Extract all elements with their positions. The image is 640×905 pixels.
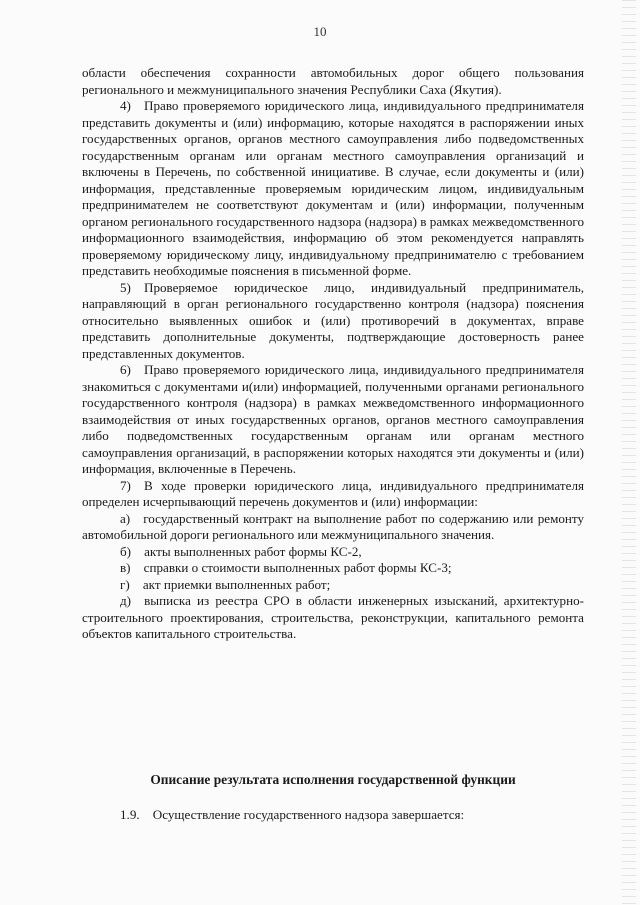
list-item-b: б) акты выполненных работ формы КС-2, (120, 543, 362, 559)
list-item-a: а) государственный контракт на выполнение работ по содержанию или ремонту автомобильной дороги регионального или межмуниципального значения. (82, 510, 584, 542)
paragraph-7: 7) В ходе проверки юридического лица, индивидуального предпринимателя определен исчерпывающий перечень документов и (или) информации: (82, 477, 584, 509)
list-item-g: г) акт приемки выполненных работ; (120, 576, 331, 592)
page-number: 10 (313, 24, 327, 39)
list-item-v: в) справки о стоимости выполненных работ формы КС-3; (120, 560, 452, 575)
paragraph-6: 6) Право проверяемого юридического лица, индивидуального предпринимателя знакомиться с документами и(или) информацией, полученными органами регионального государственного контроля (надзора) в рамках межведомственного информационного взаимодействия от иных государственных органов, органов местного самоуправления либо подведомственных государственным органам или органам местного самоуправления организаций, в распоряжении которых находятся эти документы и (или) информация, включенные в Перечень. (82, 362, 584, 476)
section-heading: Описание результата исполнения государственной функции (150, 772, 516, 787)
section-1-9-line: 1.9. Осуществление государственного надзора завершается: (120, 807, 465, 822)
list-item-d: д) выписка из реестра СРО в области инженерных изысканий, архитектурно-строительного проектирования, строительства, реконструкции, капитального ремонта объектов капитального строительства. (82, 593, 584, 641)
scan-edge-artifact (622, 0, 636, 905)
paragraph-4: 4) Право проверяемого юридического лица, индивидуального предпринимателя представить документы и (или) информацию, которые находятся в распоряжении иных государственных органов, органов местного самоуправления либо подведомственных государственным органам или органам местного самоуправления организаций и включены в Перечень, по собственной инициативе. В случае, если документы и (или) информация, представленные проверяемым юридическим лицом, индивидуальным предпринимателем не соответствуют документам и (или) информации, полученным органом регионального государственного надзора (надзора) в рамках межведомственного информационного взаимодействия, информацию об этом рекомендуется направлять проверяемому юридическому лицу, индивидуальному предпринимателю с требованием представить необходимые пояснения в письменной форме. (82, 98, 584, 278)
paragraph-intro: области обеспечения сохранности автомобильных дорог общего пользования регионального и межмуниципального значения Республики Саха (Якутия). (82, 65, 584, 97)
paragraph-5: 5) Проверяемое юридическое лицо, индивидуальный предприниматель, направляющий в орган регионального государственно контроля (надзора) пояснения относительно выявленных ошибок и (или) противоречий в документах, вправе представить дополнительные документы, подтверждающие достоверность ранее представленных документов. (82, 279, 584, 361)
document-body (82, 65, 584, 643)
